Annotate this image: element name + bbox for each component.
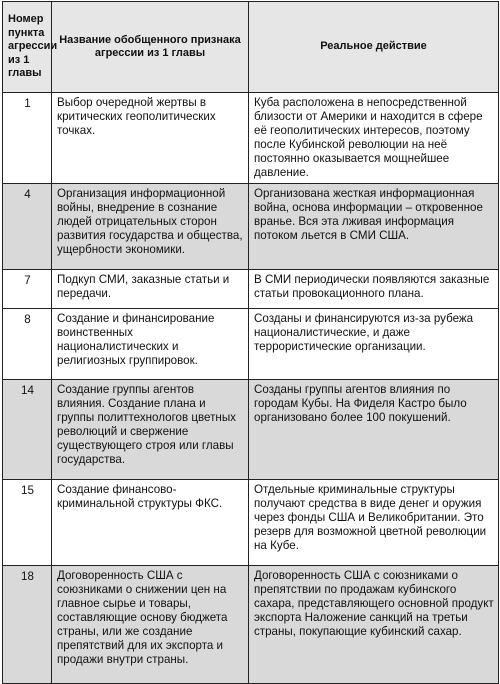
row-sign-cell: Создание группы агентов влияния. Создание плана и группы политтехнологов цветных революций и свержение существующего строя или главы государства. <box>52 380 249 480</box>
table-header-row <box>3 2 499 93</box>
header-sign-name: Название обобщенного признака агрессии из 1 главы <box>52 2 249 93</box>
row-number-cell: 15 <box>3 480 52 566</box>
table-row <box>3 309 499 380</box>
row-number-cell: 8 <box>3 309 52 380</box>
row-number-cell: 7 <box>3 270 52 309</box>
aggression-table <box>2 1 499 684</box>
row-number-cell: 18 <box>3 566 52 684</box>
row-action-cell: Организована жесткая информационная война, основа информации – откровенное вранье. Вся эта лживая информация потоком льется в СМИ США. <box>249 184 499 270</box>
row-action-cell: В СМИ периодически появляются заказные статьи провокационного плана. <box>249 270 499 309</box>
row-sign-cell: Договоренность США с союзниками о снижении цен на главное сырье и товары, составляющие основу бюджета страны, или же создание препятствий для их экспорта и продажи внутри страны. <box>52 566 249 684</box>
row-number-cell: 14 <box>3 380 52 480</box>
table-row <box>3 184 499 270</box>
row-sign-cell: Создание и финансирование воинственных националистических и религиозных группировок. <box>52 309 249 380</box>
row-action-cell: Созданы и финансируются из-за рубежа националистические, и даже террористические организации. <box>249 309 499 380</box>
table-row <box>3 93 499 184</box>
header-aggression-number: Номер пункта агрессии из 1 главы <box>3 2 52 93</box>
table-row <box>3 480 499 566</box>
row-action-cell: Отдельные криминальные структуры получают средства в виде денег и оружия через фонды США и Великобритании. Это резерв для возможной цветной революции на Кубе. <box>249 480 499 566</box>
row-action-cell: Созданы группы агентов влияния по городам Кубы. На Фиделя Кастро было организовано более 100 покушений. <box>249 380 499 480</box>
row-action-cell: Договоренность США с союзниками о препятствии по продажам кубинского сахара, представляющего основной продукт экспорта Наложение санкций на третьи страны, покупающие кубинский сахар. <box>249 566 499 684</box>
row-number-cell: 1 <box>3 93 52 184</box>
table-row <box>3 380 499 480</box>
row-sign-cell: Подкуп СМИ, заказные статьи и передачи. <box>52 270 249 309</box>
row-sign-cell: Выбор очередной жертвы в критических геополитических точках. <box>52 93 249 184</box>
row-sign-cell: Организация информационной войны, внедрение в сознание людей отрицательных сторон развития государства и общества, ущербности экономики. <box>52 184 249 270</box>
table-row <box>3 270 499 309</box>
row-number-cell: 4 <box>3 184 52 270</box>
row-sign-cell: Создание финансово-криминальной структуры ФКС. <box>52 480 249 566</box>
table-row <box>3 566 499 684</box>
row-action-cell: Куба расположена в непосредственной близости от Америки и находится в сфере её геополитических интересов, поэтому после Кубинской революции на неё постоянно оказывается мощнейшее давление. <box>249 93 499 184</box>
header-real-action: Реальное действие <box>249 2 499 93</box>
